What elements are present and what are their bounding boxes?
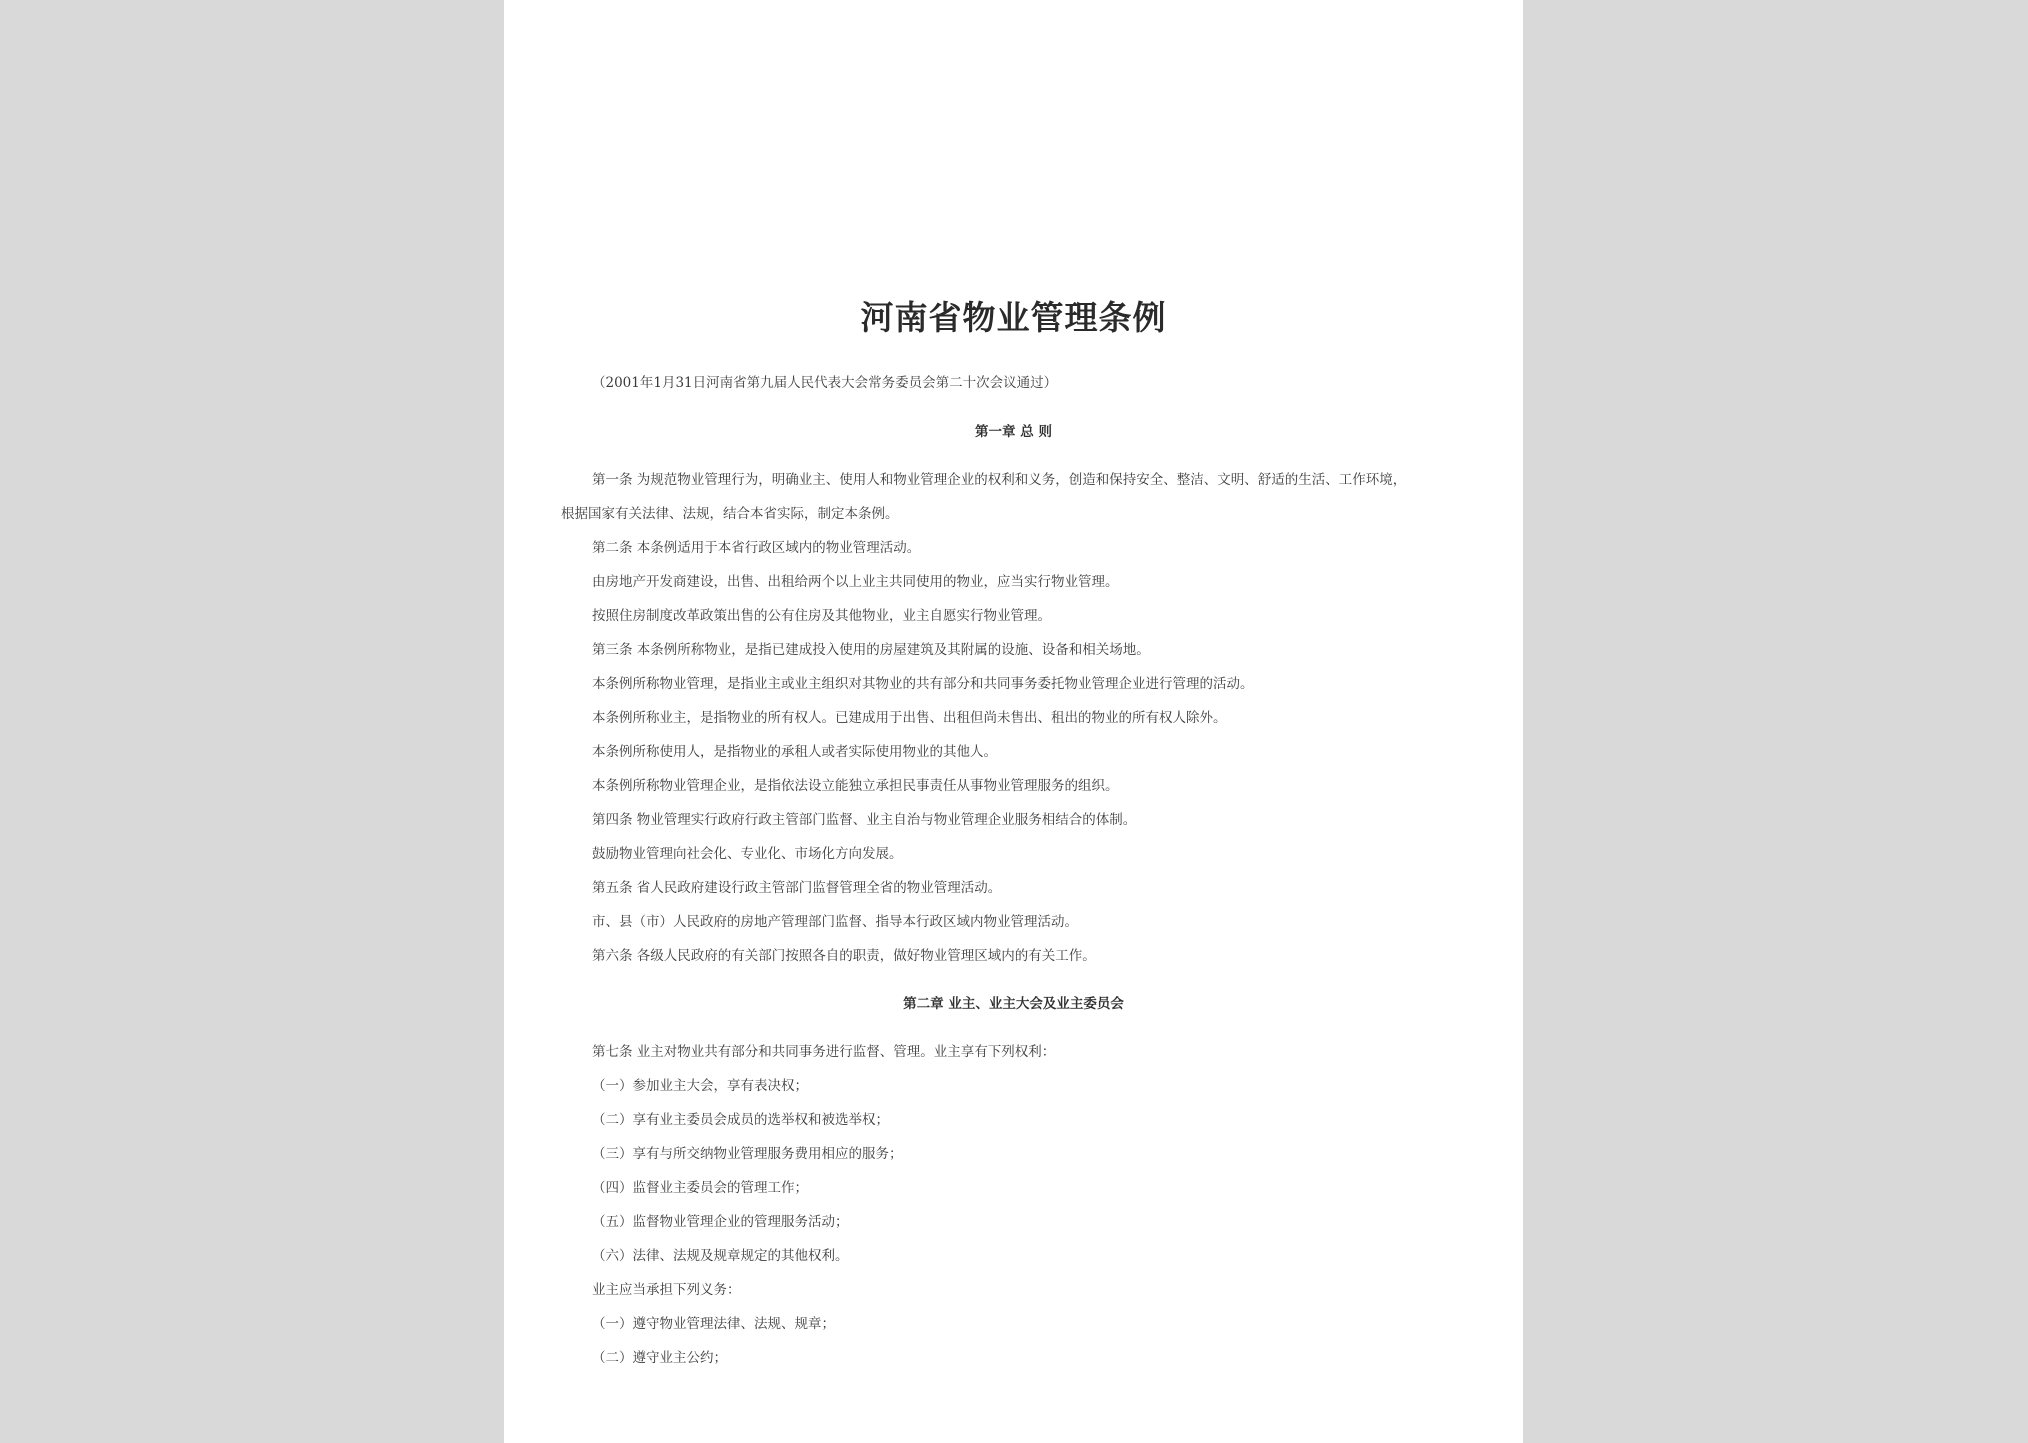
article-3-paragraph-1: 第三条 本条例所称物业，是指已建成投入使用的房屋建筑及其附属的设施、设备和相关场地。: [592, 642, 1150, 658]
article-3-paragraph-2: 本条例所称物业管理，是指业主或业主组织对其物业的共有部分和共同事务委托物业管理企业进行管理的活动。: [592, 676, 1254, 692]
rights-item-5: （五）监督物业管理企业的管理服务活动；: [592, 1214, 849, 1230]
duties-intro: 业主应当承担下列义务：: [592, 1282, 741, 1298]
rights-item-4: （四）监督业主委员会的管理工作；: [592, 1180, 808, 1196]
duties-item-1: （一）遵守物业管理法律、法规、规章；: [592, 1316, 835, 1332]
article-2-paragraph-1: 第二条 本条例适用于本省行政区域内的物业管理活动。: [592, 540, 921, 556]
article-4-paragraph-1: 第四条 物业管理实行政府行政主管部门监督、业主自治与物业管理企业服务相结合的体制。: [592, 812, 1137, 828]
rights-item-1: （一）参加业主大会，享有表决权；: [592, 1078, 808, 1094]
page-title: 河南省物业管理条例: [860, 298, 1167, 337]
article-7-intro: 第七条 业主对物业共有部分和共同事务进行监督、管理。业主享有下列权利：: [592, 1044, 1056, 1060]
article-3-paragraph-5: 本条例所称物业管理企业，是指依法设立能独立承担民事责任从事物业管理服务的组织。: [592, 778, 1119, 794]
article-4-paragraph-2: 鼓励物业管理向社会化、专业化、市场化方向发展。: [592, 846, 903, 862]
article-1-line-1: 第一条 为规范物业管理行为，明确业主、使用人和物业管理企业的权利和义务，创造和保持安全、整洁、文明、舒适的生活、工作环境，: [592, 472, 1407, 488]
duties-item-2: （二）遵守业主公约；: [592, 1350, 727, 1366]
adoption-note: （2001年1月31日河南省第九届人民代表大会常务委员会第二十次会议通过）: [592, 375, 1058, 391]
article-5-paragraph-2: 市、县（市）人民政府的房地产管理部门监督、指导本行政区域内物业管理活动。: [592, 914, 1078, 930]
document-page: [504, 0, 1523, 1443]
rights-item-2: （二）享有业主委员会成员的选举权和被选举权；: [592, 1112, 889, 1128]
article-3-paragraph-3: 本条例所称业主，是指物业的所有权人。已建成用于出售、出租但尚未售出、租出的物业的所有权人除外。: [592, 710, 1227, 726]
article-3-paragraph-4: 本条例所称使用人，是指物业的承租人或者实际使用物业的其他人。: [592, 744, 997, 760]
rights-item-6: （六）法律、法规及规章规定的其他权利。: [592, 1248, 849, 1264]
chapter-heading-2: 第二章 业主、业主大会及业主委员会: [903, 996, 1124, 1012]
article-1-line-2: 根据国家有关法律、法规，结合本省实际，制定本条例。: [561, 506, 899, 522]
article-2-paragraph-2: 由房地产开发商建设，出售、出租给两个以上业主共同使用的物业，应当实行物业管理。: [592, 574, 1119, 590]
article-6-paragraph-1: 第六条 各级人民政府的有关部门按照各自的职责，做好物业管理区域内的有关工作。: [592, 948, 1096, 964]
article-5-paragraph-1: 第五条 省人民政府建设行政主管部门监督管理全省的物业管理活动。: [592, 880, 1002, 896]
chapter-heading-1: 第一章 总 则: [975, 424, 1052, 440]
article-2-paragraph-3: 按照住房制度改革政策出售的公有住房及其他物业，业主自愿实行物业管理。: [592, 608, 1051, 624]
rights-item-3: （三）享有与所交纳物业管理服务费用相应的服务；: [592, 1146, 903, 1162]
